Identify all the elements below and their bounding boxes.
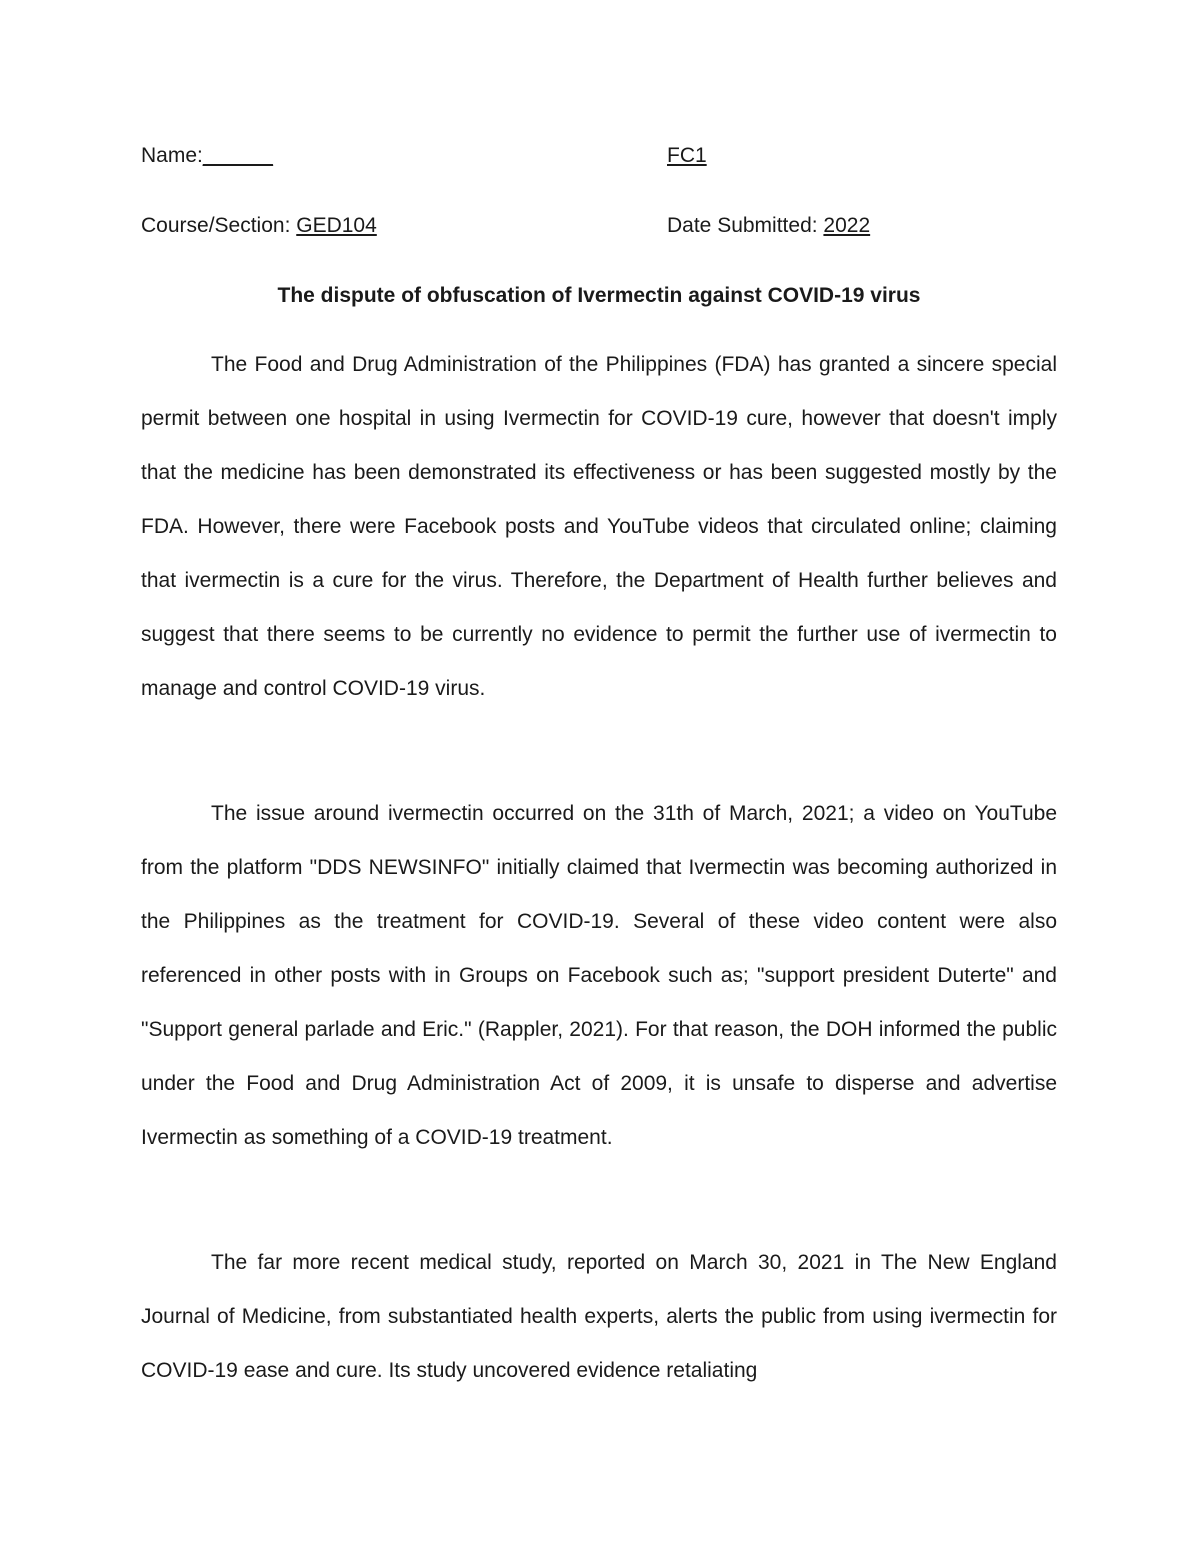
date-label: Date Submitted:: [667, 214, 824, 237]
course-label: Course/Section:: [141, 214, 297, 237]
date-value: 2022: [823, 214, 871, 237]
document-code: FC1: [667, 144, 707, 167]
date-submitted: [667, 213, 870, 239]
paragraph-3: The far more recent medical study, reported on March 30, 2021 in The New England Journal of Medicine, from substantiated health experts, alerts the public from using ivermectin for COVID-19 ease and cure. Its study uncovered evidence retaliating: [141, 1251, 1057, 1382]
document-title: The dispute of obfuscation of Ivermectin against COVID-19 virus: [277, 284, 921, 307]
name-row: [141, 143, 921, 169]
name-label: Name:: [141, 144, 203, 167]
paragraph-1: The Food and Drug Administration of the Philippines (FDA) has granted a sincere special permit between one hospital in using Ivermectin for COVID-19 cure, however that doesn't imply that the medicine has been demonstrated its effectiveness or has been suggested mostly by the FDA. However, there were Facebook posts and YouTube videos that circulated online; claiming that ivermectin is a cure for the virus. Therefore, the Department of Health further believes and suggest that there seems to be currently no evidence to permit the further use of ivermectin to manage and control COVID-19 virus.: [141, 353, 1057, 700]
course-date-row: [141, 213, 921, 239]
name-blank: ______: [202, 144, 273, 167]
paragraph-2: The issue around ivermectin occurred on the 31th of March, 2021; a video on YouTube from the platform "DDS NEWSINFO" initially claimed that Ivermectin was becoming authorized in the Philippines as the treatment for COVID-19. Several of these video content were also referenced in other posts with in Groups on Facebook such as; "support president Duterte" and "Support general parlade and Eric." (Rappler, 2021). For that reason, the DOH informed the public under the Food and Drug Administration Act of 2009, it is unsafe to disperse and advertise Ivermectin as something of a COVID-19 treatment.: [141, 802, 1057, 1149]
course-value: GED104: [296, 214, 377, 237]
